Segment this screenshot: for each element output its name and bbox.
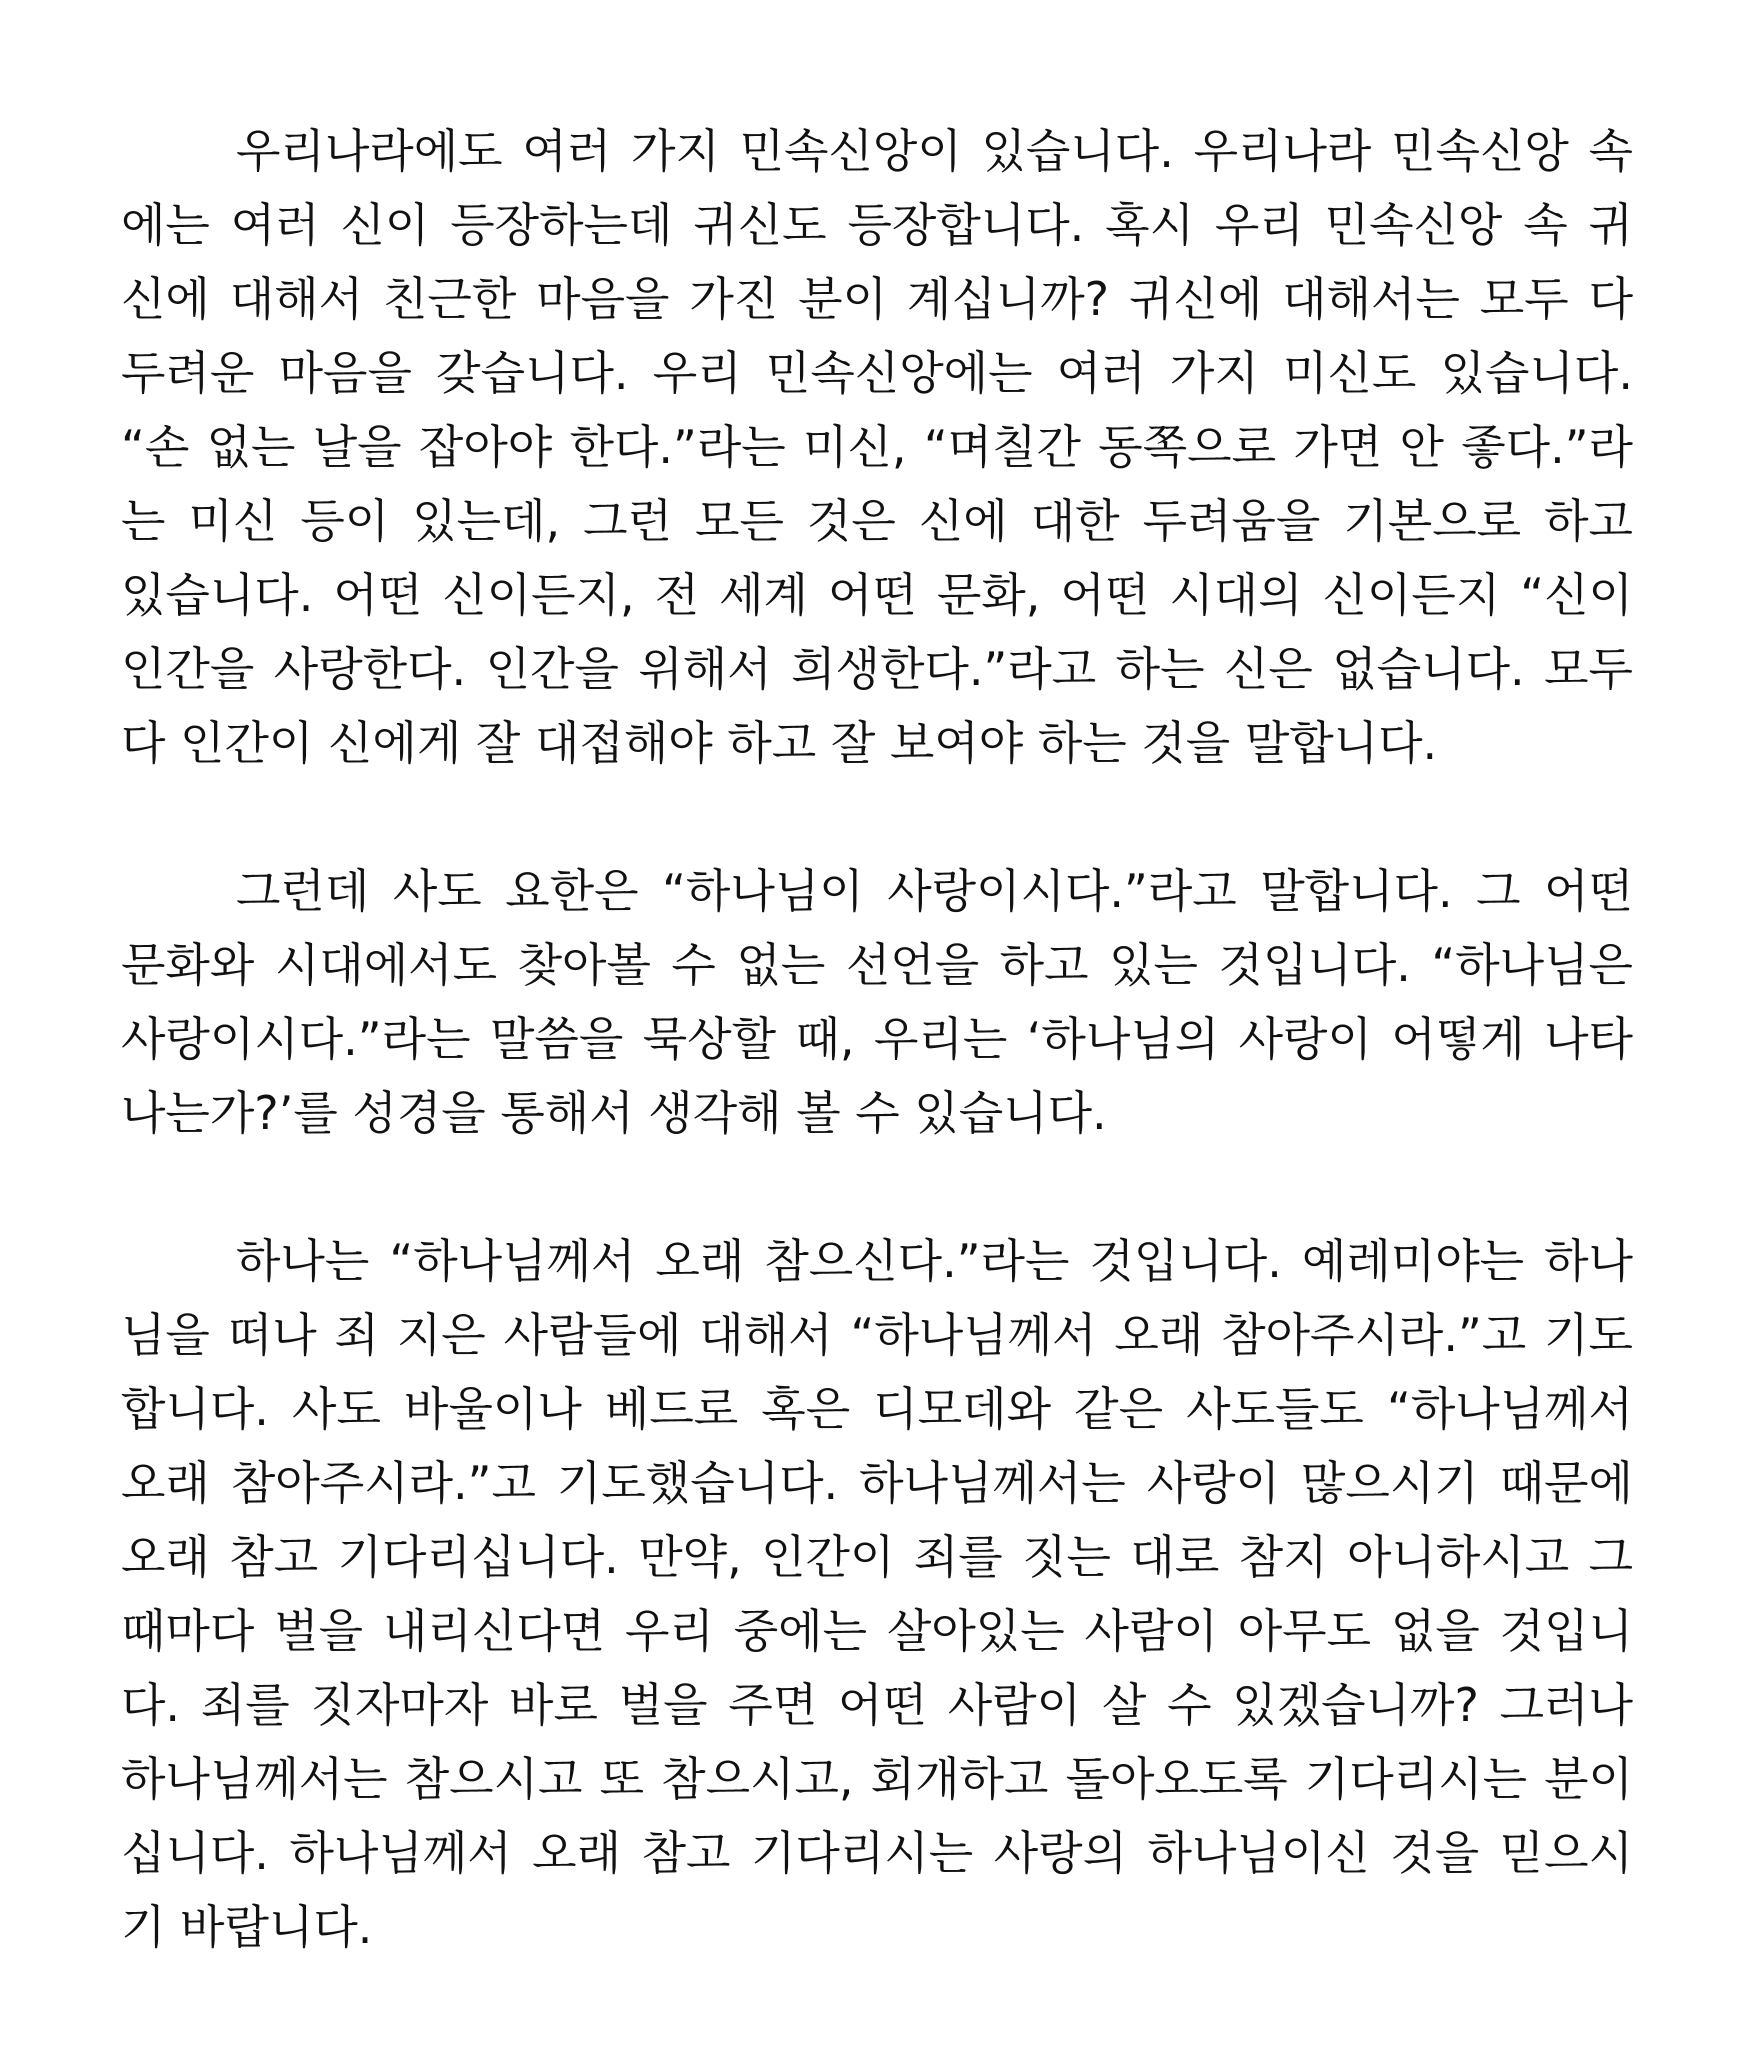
text-line: 오래 참아주시라.”고 기도했습니다. 하나님께서는 사랑이 많으시기 때문에 bbox=[121, 1456, 1633, 1510]
text-line: 십니다. 하나님께서 오래 참고 기다리시는 사랑의 하나님이신 것을 믿으시 bbox=[121, 1826, 1633, 1880]
text-line: 는 미신 등이 있는데, 그런 모든 것은 신에 대한 두려움을 기본으로 하고 bbox=[121, 494, 1633, 548]
text-line: 신에 대해서 친근한 마음을 가진 분이 계십니까? 귀신에 대해서는 모두 다 bbox=[121, 272, 1633, 326]
text-line: 오래 참고 기다리십니다. 만약, 인간이 죄를 짓는 대로 참지 아니하시고 그 bbox=[121, 1530, 1633, 1584]
paragraph-folk-beliefs bbox=[121, 114, 1633, 780]
text-line: 나는가?’를 성경을 통해서 생각해 볼 수 있습니다. bbox=[121, 1086, 1107, 1140]
text-line: “손 없는 날을 잡아야 한다.”라는 미신, “며칠간 동쪽으로 가면 안 좋다.”라 bbox=[121, 420, 1633, 474]
text-line: 인간을 사랑한다. 인간을 위해서 희생한다.”라고 하는 신은 없습니다. 모두 bbox=[121, 642, 1633, 696]
text-line: 두려운 마음을 갖습니다. 우리 민속신앙에는 여러 가지 미신도 있습니다. bbox=[121, 346, 1633, 400]
paragraph-god-is-love bbox=[121, 854, 1633, 1150]
text-line: 하나는 “하나님께서 오래 참으신다.”라는 것입니다. 예레미야는 하나 bbox=[236, 1234, 1633, 1288]
text-line: 있습니다. 어떤 신이든지, 전 세계 어떤 문화, 어떤 시대의 신이든지 “신이 bbox=[121, 568, 1633, 622]
text-line: 문화와 시대에서도 찾아볼 수 없는 선언을 하고 있는 것입니다. “하나님은 bbox=[121, 938, 1633, 992]
paragraph-long-suffering bbox=[121, 1224, 1633, 1964]
text-line: 에는 여러 신이 등장하는데 귀신도 등장합니다. 혹시 우리 민속신앙 속 귀 bbox=[121, 198, 1633, 252]
text-line: 기 바랍니다. bbox=[121, 1900, 373, 1954]
text-line: 합니다. 사도 바울이나 베드로 혹은 디모데와 같은 사도들도 “하나님께서 bbox=[121, 1382, 1633, 1436]
document-page bbox=[121, 114, 1633, 1964]
text-line: 다. 죄를 짓자마자 바로 벌을 주면 어떤 사람이 살 수 있겠습니까? 그러나 bbox=[121, 1678, 1633, 1732]
text-line: 다 인간이 신에게 잘 대접해야 하고 잘 보여야 하는 것을 말합니다. bbox=[121, 716, 1438, 770]
text-line: 우리나라에도 여러 가지 민속신앙이 있습니다. 우리나라 민속신앙 속 bbox=[236, 124, 1633, 178]
text-line: 하나님께서는 참으시고 또 참으시고, 회개하고 돌아오도록 기다리시는 분이 bbox=[121, 1752, 1633, 1806]
text-line: 사랑이시다.”라는 말씀을 묵상할 때, 우리는 ‘하나님의 사랑이 어떻게 나타 bbox=[121, 1012, 1633, 1066]
text-line: 때마다 벌을 내리신다면 우리 중에는 살아있는 사람이 아무도 없을 것입니 bbox=[121, 1604, 1633, 1658]
text-line: 님을 떠나 죄 지은 사람들에 대해서 “하나님께서 오래 참아주시라.”고 기도 bbox=[121, 1308, 1633, 1362]
text-line: 그런데 사도 요한은 “하나님이 사랑이시다.”라고 말합니다. 그 어떤 bbox=[236, 864, 1633, 918]
